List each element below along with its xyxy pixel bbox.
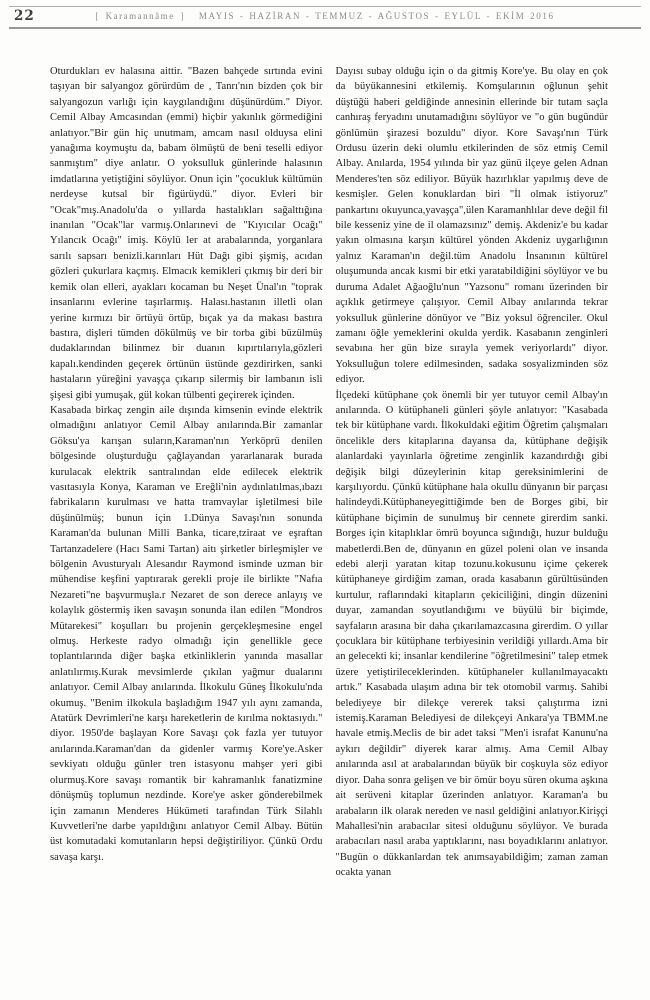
journal-name: [ Karamannâme ] <box>95 11 185 21</box>
paragraph: Dayısı subay olduğu için o da gitmiş Kore'ye. Bu olay en çok da büyükannesini etkilemiş. Komşularının oğlunun şehit düştüğü haberi geldiğinde annesinin ellerinde bir tutam saçla canhıraş feryadını unutamadığını söylüyor ve "o gün bugündür gönlümün şirazesi bozuldu" diyor. Kore Savaşı'nın Türk Ordusu üzerin deki olumlu etkilerinden de söz etmiş Cemil Albay. Anılarda, 1954 yılında bir yaz günü ilçeye gelen Adnan Menderes'ten söz ediliyor. Büyük hazırlıklar yapılmış deve de kesmişler. Gelen konuklardan biri "İl olmak istiyoruz" pankartını okuyunca,yavaşça",ülen Karamanhlılar deve değil fil bile kesseniz yine de il olamazsınız" demiş. Akdeniz'e bu kadar yakın olmasına karşın kültürel yönden Akdeniz uygarlığının yalnız Karaman'ın değil.tüm Anadolu İnsanının kültürel oluşumunda ancak kısmi bir etki yaratabildiğini söylüyor ve bu duruma Adalet Ağaoğlu'nun "Yazsonu" romanı üzerinden bir açıklık getirmeye çalışıyor. Cemil Albay anılarında tekrar yoksulluk günlerine dönüyor ve "Biz yoksul öğrenciler. Okul zamanı öğle yemeklerini okulda yerdik. Kasabanın zenginleri sevabına her gün bize sırayla yemek veriyorlardı" diyor. Yoksulluğun tolere edilmesinden, sadaka sosyalizminden söz ediyor. <box>335 66 608 386</box>
paragraph: Oturdukları ev halasına aittir. "Bazen bahçede sırtında evini taşıyan bir salyangoz görürdüm de , Tanrı'nın bizden çok bir salyangozun varlığı için kaygılandığını düşünürdüm." Diyor. Cemil Albay Amcasından (emmi) hiçbir yakınlık görmediğini anlatıyor."Bir gün hiç unutmam, amcam nasıl olduysa elini yanağıma koymuştu da, babam ölmüştü de beni teselli ediyor sanmıştım" diye anlatır. O yoksulluk günlerinde halasının imdatlarına yetiştiğini söylüyor. Onun için "çocukluk kültümün nerdeyse kutsal bir figürüydü." diyor. Evleri bir "Ocak"mış.Anadolu'da o yıllarda hastalıkları sağalttığına inanılan "Ocak"lar varmış.Onlarınevi de "Kıyıcılar Ocağı" Yılancık Ocağı" imiş. Köylü ler at arabalarında, yorganlara sarılı sapsarı benizli.karınları Hüt Dağı gibi şişmiş, acıdan gözleri çukurlara kaçmış. Elmacık kemikleri çıkmış bir deri bir kemik olan elleri, ayakları kocaman bu Neşet Ünal'ın "toprak insanlarını evlerine taşırlarmış. Halası.hastanın illetli olan yerine kırmızı bir örtüyü örtüp, bıçak ya da makası bastıra bastıra, dişleri tümden dökülmüş ve bir torba gibi büzülmüş dudaklarından bilinmez bir duanın kıpırtılarıyla,gözleri kapalı.kendinden geçerek örtünün üstünde gezdirirken, sanki hastaların yüreğini yavaşça çıkarıp silermiş bir lambanın isli şişesi gibi yumuşak, gül kokan tülbenti geçirerek içinden. <box>50 66 323 401</box>
text-column-left <box>50 64 323 992</box>
page-number: 22 <box>14 8 35 24</box>
paragraph: İlçedeki kütüphane çok önemli bir yer tutuyor cemil Albay'ın anılarında. O kütüphaneli günleri şöyle anlatıyor: "Kasabada tek bir kütüphane vardı. İlkokuldaki eğitim Öğretim çalışmaları öncelikle ders kitaplarına dayansa da, kütüphane değişik alanlardaki yayınlarla öğretime zenginlik kazandırdığı gibi değişik bilgi düzeylerinin kitap gereksinimlerini de karşılıyordu. Çünkü kütüphane hala okullu dünyanın bir parçası halindeydi.Kütüphaneyegittiğimde ben de Borges gibi, bir kütüphane biçimin de sunulmuş bir cennete girerdim sanki. Borges için kitaplıklar ömrü boyunca sığındığı, huzur bulduğu mabetlerdi.Ben de, dünyanın en güzel poleni olan ve insanda edebi alerji yaratan kitap tozunu.kokusunu içime çekerek kütüphaneye girdiğim zaman, orada kasabanın gürültüsünden kurtulur, raflarındaki kitapların çekiciliğini, dingin düzenini duyar, zamandan soyutlandığımı ve büyülü bir biçimde, sayfaların arasına bir daha çıkarılamazcasına girerdim. O yıllar çocuklara bir kütüphane terbiyesinin verildiği yıllardı.Ama bir an gelecekti ki; insanlar kendilerine "öğretilmesini" talep etmek üzere yetiştirileceklerinden. kütüphaneler kullanılmayacaktı artık." Kasabada ulaşım adına bir tek otomobil varmış. Sahibi belediyeye bir dilekçe vererek taksi çalıştırma izni istemiş.Karaman Belediyesi de dilekçeyi Ankara'ya TBMM.ne havale etmiş.Meclis de bir adet taksi "Men'i israfat Kanunu'na aykırı değildir" diyerek karar almış. Ama Cemil Albay anılarında asıl at arabalarından büyük bir coşkuyla söz ediyor diyor. Daha sonra gelişen ve bir ömür boyu süren okuma aşkına ait serüveni kitaplar üzerinden anlatıyor. Karaman'a bu arabaların ilk olarak nereden ve nasıl geldiğini anlatıyor.Kirişçi Mahallesi'nin arabacılar sitesi olduğunu söylüyor. Ve burada arabacıları nasıl araba yaptıklarını, nası boyadıklarını anlatıyor. "Bugün o dükkanlardan tek anımsayabildiğim; zaman zaman ocakta yanan <box>335 389 608 879</box>
running-head <box>9 6 641 29</box>
text-column-right <box>336 64 609 992</box>
issue-months: MAYIS - HAZİRAN - TEMMUZ - AĞUSTOS - EYLÜL - EKİM 2016 <box>198 11 555 21</box>
header-center <box>9 11 641 21</box>
paragraph: Kasabada birkaç zengin aile dışında kimsenin evinde elektrik olmadığını anlatıyor Cemil Albay anılarında.Bir zamanlar Göksu'ya karışan suların,Karaman'nın Yerköprü denilen bölgesinde oluşturduğu çağlayandan yararlanarak burada kurulacak elektrik santralından elde edilecek elektrik vasıtasıyla Konya, Karaman ve Ereğli'nin aydınlatılmas,ıbazı fabrikaların kurulması ve hatta tramvaylar işletilmesi bile düşünülmüş; bunun için 1.Dünya Savaşı'nın sonunda Karaman'da bulunan Milli Banka, ticare,tziraat ve eşraftan Tartanzadelere (Hacı Sami Tartan) aitı şirketler birleşmişler ve bölgenin Avusturyalı Alesandır Raymond isminde uzman bir mühendise keşfini yaptırarak gerekli proje ile birlikte "Nafıa Nezareti"ne başvurmuşla.r Nezaret de son derece anlayış ve kolaylık göstermiş iken savaşın sonunda ilan edilen "Mondros Mütarekesi" koşulları bu projenin gerçekleşmesine engel olmuş. Herkeste radyo olmadığı için genellikle gece toplantılarında diğer başka etkinliklerin yanında masallar anlatılırmış.Kurak mevsimlerde çıkılan yağmur dualarını anlatıyor. Cemil Albay anılarında. İlkokulu Güneş İlkokulu'nda okumuş. "Benim ilkokula başladığım 1947 yılı aynı zamanda, Atatürk Devrimleri'ne karşı hareketlerin de kırılma noktasıydı." diyor. 1950'de başlayan Kore Savaşı çok fazla yer tutuyor anılarında.Karaman'dan da gidenler varmış Kore'ye.Asker sevkiyatı olduğu günler tren istasyonu mahşer yeri gibi olurmuş.Kore savaşı romantik bir kahramanlık fanatizmine dönüşmüş toplumun nezdinde. Kore'ye asker gönderebilmek için zamanın Menderes Hükümeti tarafından Türk Silahlı Kuvvetleri'ne darbe yapıldığını anlatıyor Cemil Albay. Bütün üst komutadaki komutanların hepsi değiştiriliyor. Çünkü Ordu savaşa karşı. <box>50 404 323 863</box>
body-columns <box>50 64 608 992</box>
